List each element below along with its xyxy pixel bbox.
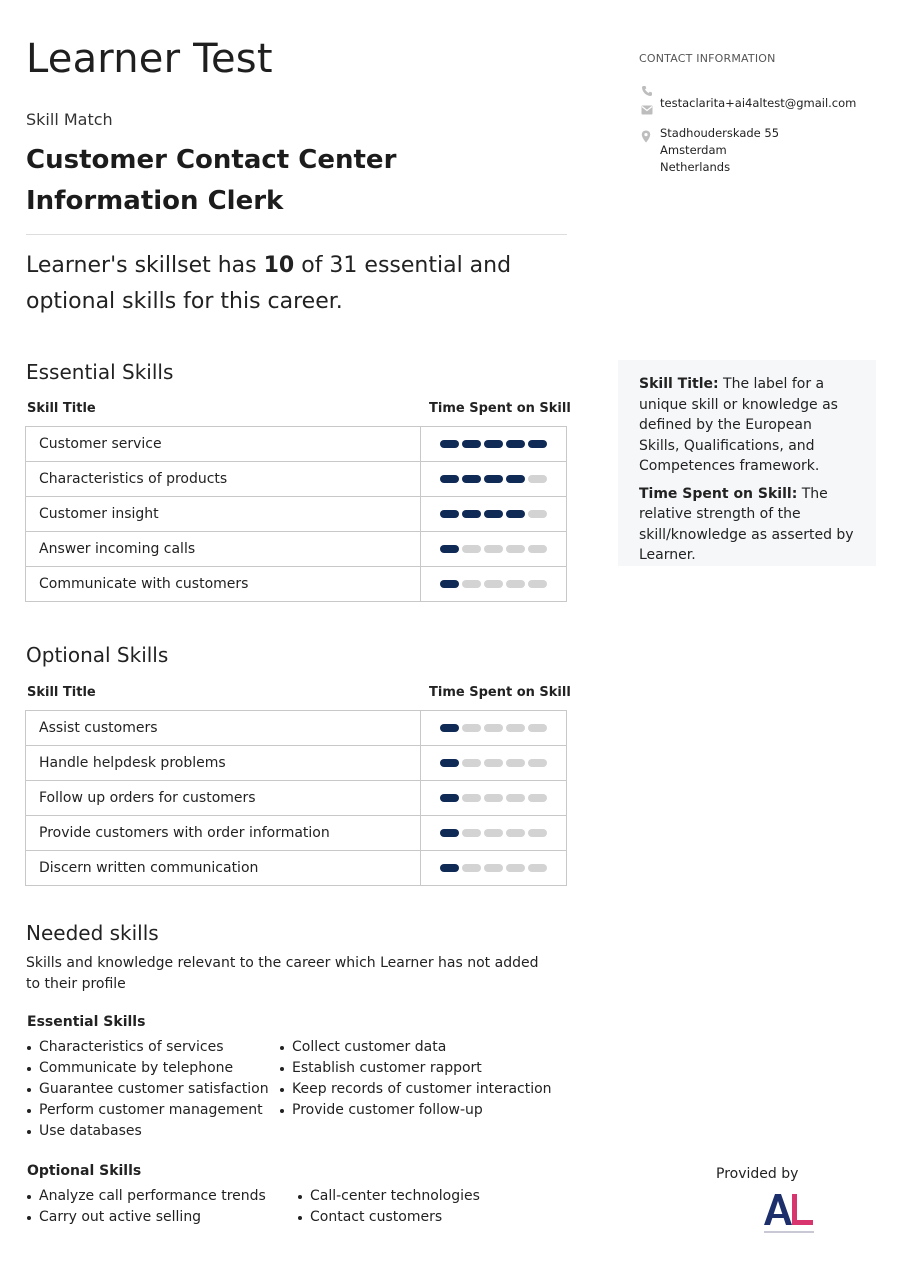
table-row — [26, 816, 567, 851]
skill-name: Customer service — [26, 427, 421, 462]
list-item: Use databases — [26, 1121, 269, 1142]
bar-segment-empty — [462, 759, 481, 767]
bar-segment-filled — [506, 510, 525, 518]
bar-segment-empty — [506, 759, 525, 767]
table-row — [26, 532, 567, 567]
needed-essential-title: Essential Skills — [27, 1014, 146, 1030]
bar-segment-empty — [528, 545, 547, 553]
summary-prefix: Learner's skillset has — [26, 253, 264, 278]
bar-segment-empty — [528, 724, 547, 732]
skill-summary — [26, 248, 546, 320]
career-title: Customer Contact Center Information Clerk — [26, 145, 397, 216]
time-spent-bar — [440, 475, 547, 483]
skill-match-label: Skill Match — [26, 110, 113, 129]
legend-time-spent: Time Spent on Skill: The relative strength of the skill/knowledge as asserted by Learner. — [639, 485, 854, 563]
skill-name: Customer insight — [26, 497, 421, 532]
bar-segment-empty — [528, 864, 547, 872]
skill-name: Characteristics of products — [26, 462, 421, 497]
bar-segment-empty — [484, 724, 503, 732]
bar-segment-empty — [462, 724, 481, 732]
time-spent-cell — [421, 532, 567, 567]
time-spent-bar — [440, 794, 547, 802]
essential-skills-table — [25, 426, 567, 602]
address-line-2: Amsterdam — [660, 143, 727, 157]
bar-segment-empty — [462, 864, 481, 872]
address-line-1: Stadhouderskade 55 — [660, 126, 780, 140]
time-spent-cell — [421, 567, 567, 602]
contact-heading: CONTACT INFORMATION — [639, 52, 776, 65]
bar-segment-empty — [484, 580, 503, 588]
needed-skills-title: Needed skills — [26, 921, 159, 945]
bar-segment-filled — [440, 724, 459, 732]
time-spent-bar — [440, 510, 547, 518]
time-spent-bar — [440, 440, 547, 448]
needed-skills-description: Skills and knowledge relevant to the career which Learner has not added to their profile — [26, 955, 539, 992]
optional-time-spent-header: Time Spent on Skill — [429, 685, 571, 700]
list-item: Collect customer data — [279, 1037, 552, 1058]
skill-name: Discern written communication — [26, 851, 421, 886]
skill-name: Communicate with customers — [26, 567, 421, 602]
time-spent-cell — [421, 781, 567, 816]
bar-segment-empty — [484, 829, 503, 837]
bar-segment-filled — [462, 510, 481, 518]
time-spent-cell — [421, 851, 567, 886]
bar-segment-empty — [462, 794, 481, 802]
essential-time-spent-header: Time Spent on Skill — [429, 401, 571, 416]
time-spent-cell — [421, 711, 567, 746]
needed-essential-list-1 — [26, 1037, 269, 1142]
time-spent-cell — [421, 427, 567, 462]
bar-segment-filled — [462, 475, 481, 483]
list-item: Communicate by telephone — [26, 1058, 269, 1079]
bar-segment-filled — [440, 510, 459, 518]
bar-segment-empty — [462, 545, 481, 553]
bar-segment-empty — [528, 759, 547, 767]
optional-skill-title-header: Skill Title — [27, 685, 96, 700]
time-spent-bar — [440, 759, 547, 767]
bar-segment-filled — [440, 475, 459, 483]
email-icon — [641, 100, 653, 119]
address-line-3: Netherlands — [660, 160, 731, 174]
needed-optional-list-2 — [297, 1186, 480, 1228]
legend-box — [618, 360, 876, 566]
bar-segment-empty — [484, 759, 503, 767]
time-spent-bar — [440, 864, 547, 872]
needed-optional-list-1 — [26, 1186, 266, 1228]
bar-segment-filled — [440, 829, 459, 837]
time-spent-cell — [421, 746, 567, 781]
bar-segment-empty — [484, 545, 503, 553]
skill-name: Provide customers with order information — [26, 816, 421, 851]
time-spent-bar — [440, 724, 547, 732]
bar-segment-empty — [528, 475, 547, 483]
summary-suffix: of 31 essential and optional skills for this career. — [26, 253, 512, 314]
bar-segment-filled — [440, 794, 459, 802]
bar-segment-filled — [484, 510, 503, 518]
time-spent-bar — [440, 545, 547, 553]
bar-segment-filled — [484, 475, 503, 483]
time-spent-bar — [440, 829, 547, 837]
table-row — [26, 746, 567, 781]
summary-matched-count: 10 — [263, 253, 295, 278]
time-spent-cell — [421, 816, 567, 851]
list-item: Call-center technologies — [297, 1186, 480, 1207]
bar-segment-filled — [440, 440, 459, 448]
bar-segment-empty — [484, 864, 503, 872]
optional-skills-title: Optional Skills — [26, 643, 169, 667]
bar-segment-empty — [528, 794, 547, 802]
bar-segment-filled — [528, 440, 547, 448]
needed-essential-list-2 — [279, 1037, 552, 1121]
time-spent-cell — [421, 462, 567, 497]
learner-name: Learner Test — [26, 36, 273, 82]
bar-segment-filled — [440, 545, 459, 553]
legend-skill-title: Skill Title: The label for a unique skill or knowledge as defined by the European Skills, Qualifications, and Competences framework. — [639, 376, 838, 474]
divider — [26, 234, 567, 235]
table-row — [26, 567, 567, 602]
list-item: Provide customer follow-up — [279, 1100, 552, 1121]
table-row — [26, 427, 567, 462]
list-item: Keep records of customer interaction — [279, 1079, 552, 1100]
bar-segment-filled — [506, 475, 525, 483]
table-row — [26, 851, 567, 886]
skill-name: Handle helpdesk problems — [26, 746, 421, 781]
phone-icon — [641, 82, 653, 101]
optional-skills-table — [25, 710, 567, 886]
bar-segment-empty — [528, 510, 547, 518]
table-row — [26, 781, 567, 816]
bar-segment-empty — [506, 829, 525, 837]
bar-segment-empty — [528, 829, 547, 837]
list-item: Characteristics of services — [26, 1037, 269, 1058]
essential-skills-title: Essential Skills — [26, 360, 174, 384]
bar-segment-empty — [462, 580, 481, 588]
needed-optional-title: Optional Skills — [27, 1163, 142, 1179]
time-spent-cell — [421, 497, 567, 532]
contact-email: testaclarita+ai4altest@gmail.com — [660, 96, 857, 110]
bar-segment-empty — [484, 794, 503, 802]
list-item: Guarantee customer satisfaction — [26, 1079, 269, 1100]
list-item: Contact customers — [297, 1207, 480, 1228]
essential-skill-title-header: Skill Title — [27, 401, 96, 416]
bar-segment-filled — [462, 440, 481, 448]
bar-segment-empty — [506, 580, 525, 588]
bar-segment-filled — [506, 440, 525, 448]
provider-logo — [762, 1191, 816, 1243]
bar-segment-empty — [506, 794, 525, 802]
skill-name: Answer incoming calls — [26, 532, 421, 567]
table-row — [26, 711, 567, 746]
list-item: Carry out active selling — [26, 1207, 266, 1228]
bar-segment-filled — [440, 580, 459, 588]
skill-name: Assist customers — [26, 711, 421, 746]
bar-segment-filled — [440, 759, 459, 767]
table-row — [26, 462, 567, 497]
bar-segment-empty — [506, 724, 525, 732]
contact-address — [660, 125, 779, 176]
bar-segment-filled — [484, 440, 503, 448]
list-item: Perform customer management — [26, 1100, 269, 1121]
skill-name: Follow up orders for customers — [26, 781, 421, 816]
list-item: Analyze call performance trends — [26, 1186, 266, 1207]
bar-segment-empty — [506, 545, 525, 553]
location-icon — [641, 128, 651, 147]
provided-by-label: Provided by — [716, 1166, 799, 1182]
bar-segment-empty — [506, 864, 525, 872]
bar-segment-empty — [528, 580, 547, 588]
list-item: Establish customer rapport — [279, 1058, 552, 1079]
table-row — [26, 497, 567, 532]
time-spent-bar — [440, 580, 547, 588]
bar-segment-filled — [440, 864, 459, 872]
bar-segment-empty — [462, 829, 481, 837]
